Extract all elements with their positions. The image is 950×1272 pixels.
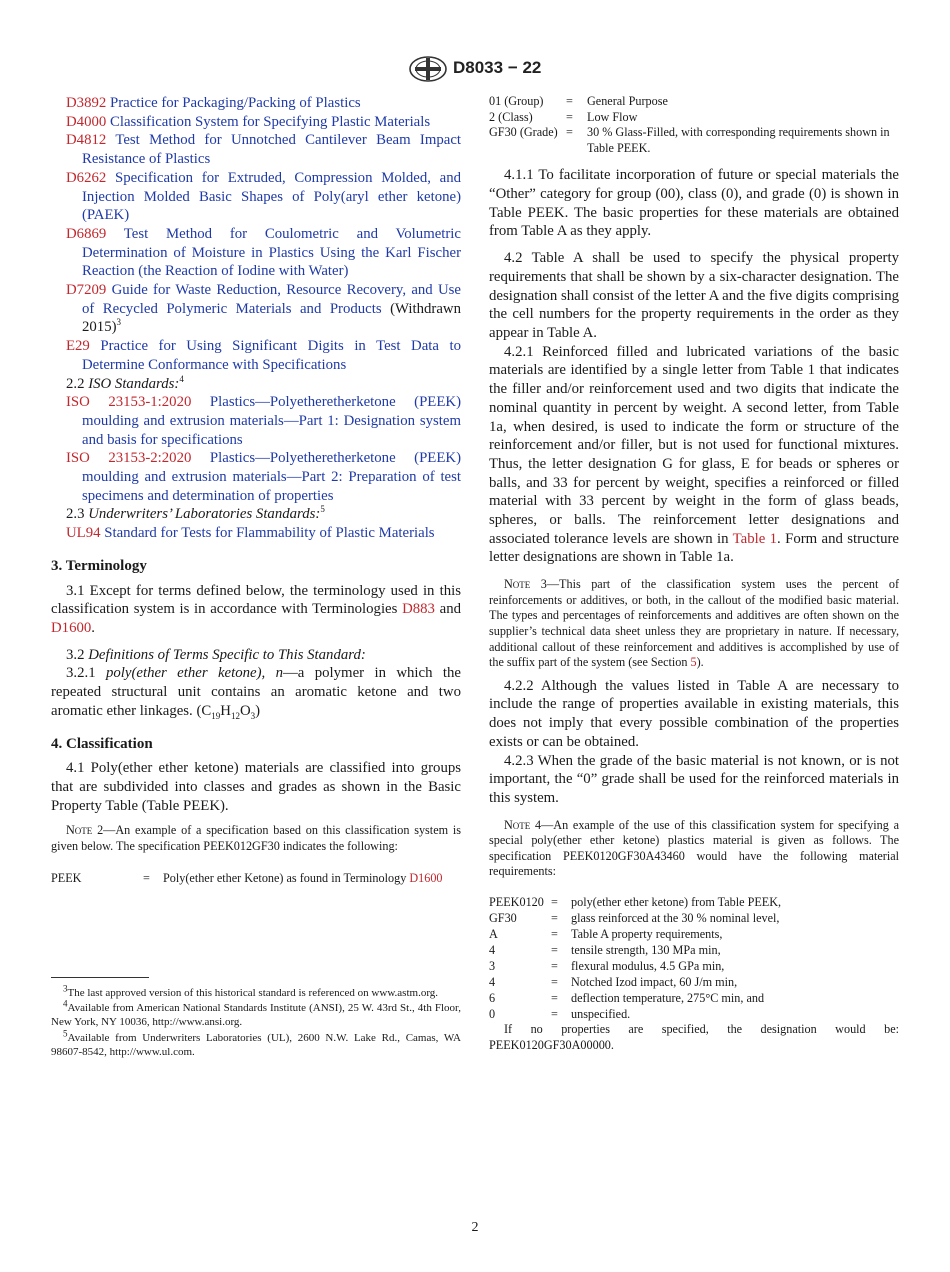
paragraph-title: Definitions of Terms Specific to This Standard: xyxy=(88,646,366,663)
reference-code[interactable]: D3892 xyxy=(66,95,107,111)
definition-equals: = xyxy=(566,109,573,124)
footnote-marker: 4 xyxy=(179,373,184,384)
section-heading-terminology: 3. Terminology xyxy=(51,557,147,574)
example-key: 4 xyxy=(489,975,496,989)
reference-code[interactable]: D7209 xyxy=(66,282,107,299)
example-value: Notched Izod impact, 60 J/m min, xyxy=(571,975,738,989)
definition-key: PEEK xyxy=(51,870,82,885)
formula-subscript: 3 xyxy=(250,710,256,721)
note-text: 2—An example of a specification based on this classification system is given below. The specification PEEK012GF30 indicates the following: xyxy=(51,823,461,853)
footnote-3 xyxy=(51,983,461,1000)
reference-title[interactable]: Test Method for Unnotched Cantilever Beam Impact Resistance of Plastics xyxy=(82,132,462,168)
reference-title[interactable]: Practice for Using Significant Digits in Test Data to Determine Conformance with Specifications xyxy=(82,338,461,373)
link-d883[interactable]: D883 xyxy=(402,601,435,618)
example-row xyxy=(489,1006,899,1022)
note-text: 4—An example of the use of this classification system for specifying a special poly(ether ether ketone) plastics material is given as follows. The specification PEEK0120GF30A43460 would have the following material requirements: xyxy=(489,817,899,879)
example-row xyxy=(489,942,899,958)
reference-d4000 xyxy=(51,113,461,132)
paragraph-text: 4.2.1 Reinforced filled and lubricated variations of the basic materials are identified by a single letter from Table 1 that indicates the filler and/or reinforcement used and two digits that indicate the nominal quantity in percent by weight. A second letter, from Table 1a, when desired, is used to indicate the form or structure of the reinforcement and/or filler, but is not used for functional mixtures. Thus, the letter designation G for glass, E for beads or spheres or balls, and 33 for percent by weight, specifies a reinforced or filled material with 33 percent by weight in the form of glass beads, spheres, or balls. The reinforcement letter designations and associated tolerance levels are shown in xyxy=(489,343,899,547)
iso-standards-heading xyxy=(51,375,461,394)
example-row xyxy=(489,926,899,942)
paragraph-3-2 xyxy=(51,646,461,665)
example-key: GF30 xyxy=(489,911,517,925)
footnote-number: 3 xyxy=(63,983,68,994)
link-section-5[interactable]: 5 xyxy=(690,655,697,670)
reference-e29 xyxy=(51,337,461,374)
example-key: 0 xyxy=(489,1007,496,1021)
paragraph-number: 3.2.1 xyxy=(66,665,106,682)
paragraph-4-1-1: 4.1.1 To facilitate incorporation of future or special materials the “Other” category for group (00), class (0), and grade (0) is shown in Table PEEK. The basic properties for these materials are obtained from Table A as they apply. xyxy=(489,167,899,240)
paragraph-4-2-1 xyxy=(489,343,899,567)
example-row xyxy=(489,974,899,990)
note-text: 3—This part of the classification system uses the percent of reinforcements or additives, or both, in the callout of the modified basic material. The types and percentages of reinforcements and additives are often shown on the supplier’s technical data sheet unless they are proprietary in nature. If necessary, additional callout of these reinforcement and additives is accomplished by use of the suffix part of the system (see Section xyxy=(489,577,899,670)
footnotes xyxy=(51,983,461,1060)
conjunction-text: and xyxy=(434,601,461,618)
definition-equals: = xyxy=(143,870,150,885)
reference-d3892 xyxy=(51,94,461,113)
page-number: 2 xyxy=(471,1220,479,1235)
reference-d6869 xyxy=(51,225,461,281)
reference-title[interactable]: Test Method for Coulometric and Volumetric Determination of Moisture in Plastics Using the Karl Fischer Reaction (the Reaction of Iodine with Water) xyxy=(82,225,461,280)
reference-suffix: (Withdrawn 2015) xyxy=(82,300,461,336)
example-equals: = xyxy=(551,975,558,989)
definition-value xyxy=(163,871,461,887)
link-table-1[interactable]: Table 1 xyxy=(732,530,778,547)
reference-iso-23153-1 xyxy=(51,393,461,449)
footnote-number: 5 xyxy=(63,1027,68,1038)
footnote-text: The last approved version of this historical standard is referenced on www.astm.org. xyxy=(67,987,439,999)
definition-text: Poly(ether ether Ketone) as found in Terminology xyxy=(163,870,410,885)
example-value: deflection temperature, 275°C min, and xyxy=(571,991,765,1005)
reference-code[interactable]: D4000 xyxy=(66,113,107,130)
reference-d6262 xyxy=(51,169,461,225)
formula-element: H xyxy=(220,702,231,719)
reference-code[interactable]: E29 xyxy=(66,338,90,355)
footnote-5 xyxy=(51,1027,461,1059)
closing-note: If no properties are specified, the designation would be: PEEK0120GF30A00000. xyxy=(489,1022,899,1052)
paragraph-number: 3.2 xyxy=(66,646,89,663)
subsection-title: ISO Standards: xyxy=(88,375,180,392)
reference-code[interactable]: ISO 23153-1:2020 xyxy=(66,394,192,411)
reference-title[interactable]: Plastics—Polyetheretherketone (PEEK) moulding and extrusion materials—Part 1: Designation system and basis for specifications xyxy=(82,394,461,448)
paragraph-4-1: 4.1 Poly(ether ether ketone) materials are classified into groups that are subdivided into classes and grades as shown in the Basic Property Table (Table PEEK). xyxy=(51,760,461,814)
definition-key: GF30 (Grade) xyxy=(489,125,558,140)
definition-row-peek xyxy=(51,871,461,887)
footnote-marker: 5 xyxy=(320,504,325,515)
reference-title[interactable]: Classification System for Specifying Plastic Materials xyxy=(109,113,431,130)
example-value: Table A property requirements, xyxy=(571,927,723,941)
footnote-text: Available from American National Standards Institute (ANSI), 25 W. 43rd St., 4th Floor, New York, NY 10036, http://www.ansi.org. xyxy=(51,1002,461,1029)
example-value: poly(ether ether ketone) from Table PEEK, xyxy=(571,895,782,909)
paragraph-text: . Form and structure letter designations are shown in Table 1a. xyxy=(489,530,899,566)
reference-code[interactable]: ISO 23153-2:2020 xyxy=(66,450,192,467)
footnote-4 xyxy=(51,998,461,1029)
ul-standards-heading xyxy=(51,505,461,524)
definition-row-group xyxy=(489,94,899,110)
formula-element: O xyxy=(239,702,251,719)
definition-value: Low Flow xyxy=(587,109,638,124)
formula-subscript: 19 xyxy=(211,710,221,721)
definition-key: 01 (Group) xyxy=(489,94,544,108)
example-value: unspecified. xyxy=(571,1007,631,1021)
note-2 xyxy=(51,823,461,854)
link-d1600[interactable]: D1600 xyxy=(51,619,92,636)
reference-d7209 xyxy=(51,281,461,337)
example-equals: = xyxy=(551,991,558,1005)
example-value: flexural modulus, 4.5 GPa min, xyxy=(571,959,725,973)
note-label: Note xyxy=(504,817,531,832)
reference-iso-23153-2 xyxy=(51,449,461,505)
subsection-title: Underwriters’ Laboratories Standards: xyxy=(88,506,321,523)
note-4 xyxy=(489,818,899,880)
reference-title[interactable]: Specification for Extruded, Compression Molded, and Injection Molded Basic Shapes of Poly(aryl ether ketone) (PAEK) xyxy=(82,169,461,224)
note-text: ). xyxy=(696,655,704,670)
standard-designation: D8033 − 22 xyxy=(453,58,542,77)
reference-code[interactable]: D4812 xyxy=(66,132,107,149)
definition-equals: = xyxy=(566,94,573,108)
reference-title[interactable]: Standard for Tests for Flammability of Plastic Materials xyxy=(104,525,435,542)
example-row xyxy=(489,910,899,926)
definition-row-grade xyxy=(489,125,899,156)
defined-term: poly(ether ether ketone), n xyxy=(105,665,283,682)
reference-title[interactable]: Plastics—Polyetheretherketone (PEEK) moulding and extrusion materials—Part 2: Preparation of test specimens and determination of properties xyxy=(82,450,461,504)
footnote-divider xyxy=(51,977,149,978)
example-equals: = xyxy=(551,911,558,925)
definition-equals: = xyxy=(566,125,573,140)
note-label: Note xyxy=(66,823,93,838)
paragraph-4-2: 4.2 Table A shall be used to specify the physical property requirements that shall be shown by a six-character designation. The designation shall consist of the letter A and the five digits comprising the cell numbers for the property requirements in the order as they appear in Table A. xyxy=(489,250,899,341)
period-text: . xyxy=(91,619,95,636)
example-key: 3 xyxy=(489,959,496,973)
reference-title[interactable]: Guide for Waste Reduction, Resource Recovery, and Use of Recycled Polymeric Materials and Products xyxy=(82,282,462,317)
example-value: tensile strength, 130 MPa min, xyxy=(571,943,721,957)
link-d1600[interactable]: D1600 xyxy=(409,870,443,885)
example-value: glass reinforced at the 30 % nominal level, xyxy=(571,911,780,925)
left-column xyxy=(51,94,461,886)
reference-title[interactable]: Practice for Packaging/Packing of Plastics xyxy=(109,95,361,111)
paragraph-text: 3.1 Except for terms defined below, the terminology used in this classification system is in accordance with Terminologies xyxy=(51,582,461,618)
astm-logo-icon xyxy=(408,56,448,82)
formula-close: ) xyxy=(255,702,261,719)
example-key: 6 xyxy=(489,991,496,1005)
footnote-text: Available from Underwriters Laboratories (UL), 2600 N.W. Lake Rd., Camas, WA 98607-8542, http://www.ul.com. xyxy=(51,1031,461,1058)
reference-ul94 xyxy=(51,524,461,543)
example-equals: = xyxy=(551,943,558,957)
right-column xyxy=(489,94,899,1053)
footnote-marker: 3 xyxy=(116,317,122,328)
definition-value: 30 % Glass-Filled, with corresponding requirements shown in Table PEEK. xyxy=(587,125,890,155)
definition-row-class xyxy=(489,110,899,126)
example-row xyxy=(489,894,899,910)
reference-code[interactable]: D6262 xyxy=(66,169,107,186)
formula-subscript: 12 xyxy=(230,710,240,721)
note-3 xyxy=(489,577,899,671)
paragraph-text: —a polymer in which the repeated structural unit contains an aromatic ketone and two aromatic ether linkages. (C xyxy=(51,665,461,719)
example-equals: = xyxy=(551,927,558,941)
example-row xyxy=(489,990,899,1006)
page-header xyxy=(0,56,950,84)
subsection-number: 2.3 xyxy=(66,506,85,523)
example-equals: = xyxy=(551,959,558,973)
example-row xyxy=(489,958,899,974)
footnote-number: 4 xyxy=(63,998,68,1009)
subsection-number: 2.2 xyxy=(66,375,85,392)
paragraph-3-2-1 xyxy=(51,664,461,720)
example-equals: = xyxy=(551,1007,558,1021)
example-key: 4 xyxy=(489,943,496,957)
example-key: A xyxy=(489,927,498,941)
section-heading-classification: 4. Classification xyxy=(51,735,153,752)
note-label: Note xyxy=(504,577,531,592)
paragraph-4-2-2: 4.2.2 Although the values listed in Table A are necessary to include the range of properties available in existing materials, this does not imply that every possible combination of the properties exists or can be obtained. xyxy=(489,677,899,750)
example-key: PEEK0120 xyxy=(489,895,544,909)
paragraph-3-1 xyxy=(51,582,461,638)
definition-key: 2 (Class) xyxy=(489,109,533,124)
reference-code[interactable]: UL94 xyxy=(66,525,101,542)
example-equals: = xyxy=(551,895,558,909)
paragraph-4-2-3: 4.2.3 When the grade of the basic material is not known, or is not important, the “0” grade shall be used for the reinforced materials in this system. xyxy=(489,752,899,806)
definition-value: General Purpose xyxy=(587,94,668,108)
reference-d4812 xyxy=(51,131,461,168)
reference-code[interactable]: D6869 xyxy=(66,225,107,242)
